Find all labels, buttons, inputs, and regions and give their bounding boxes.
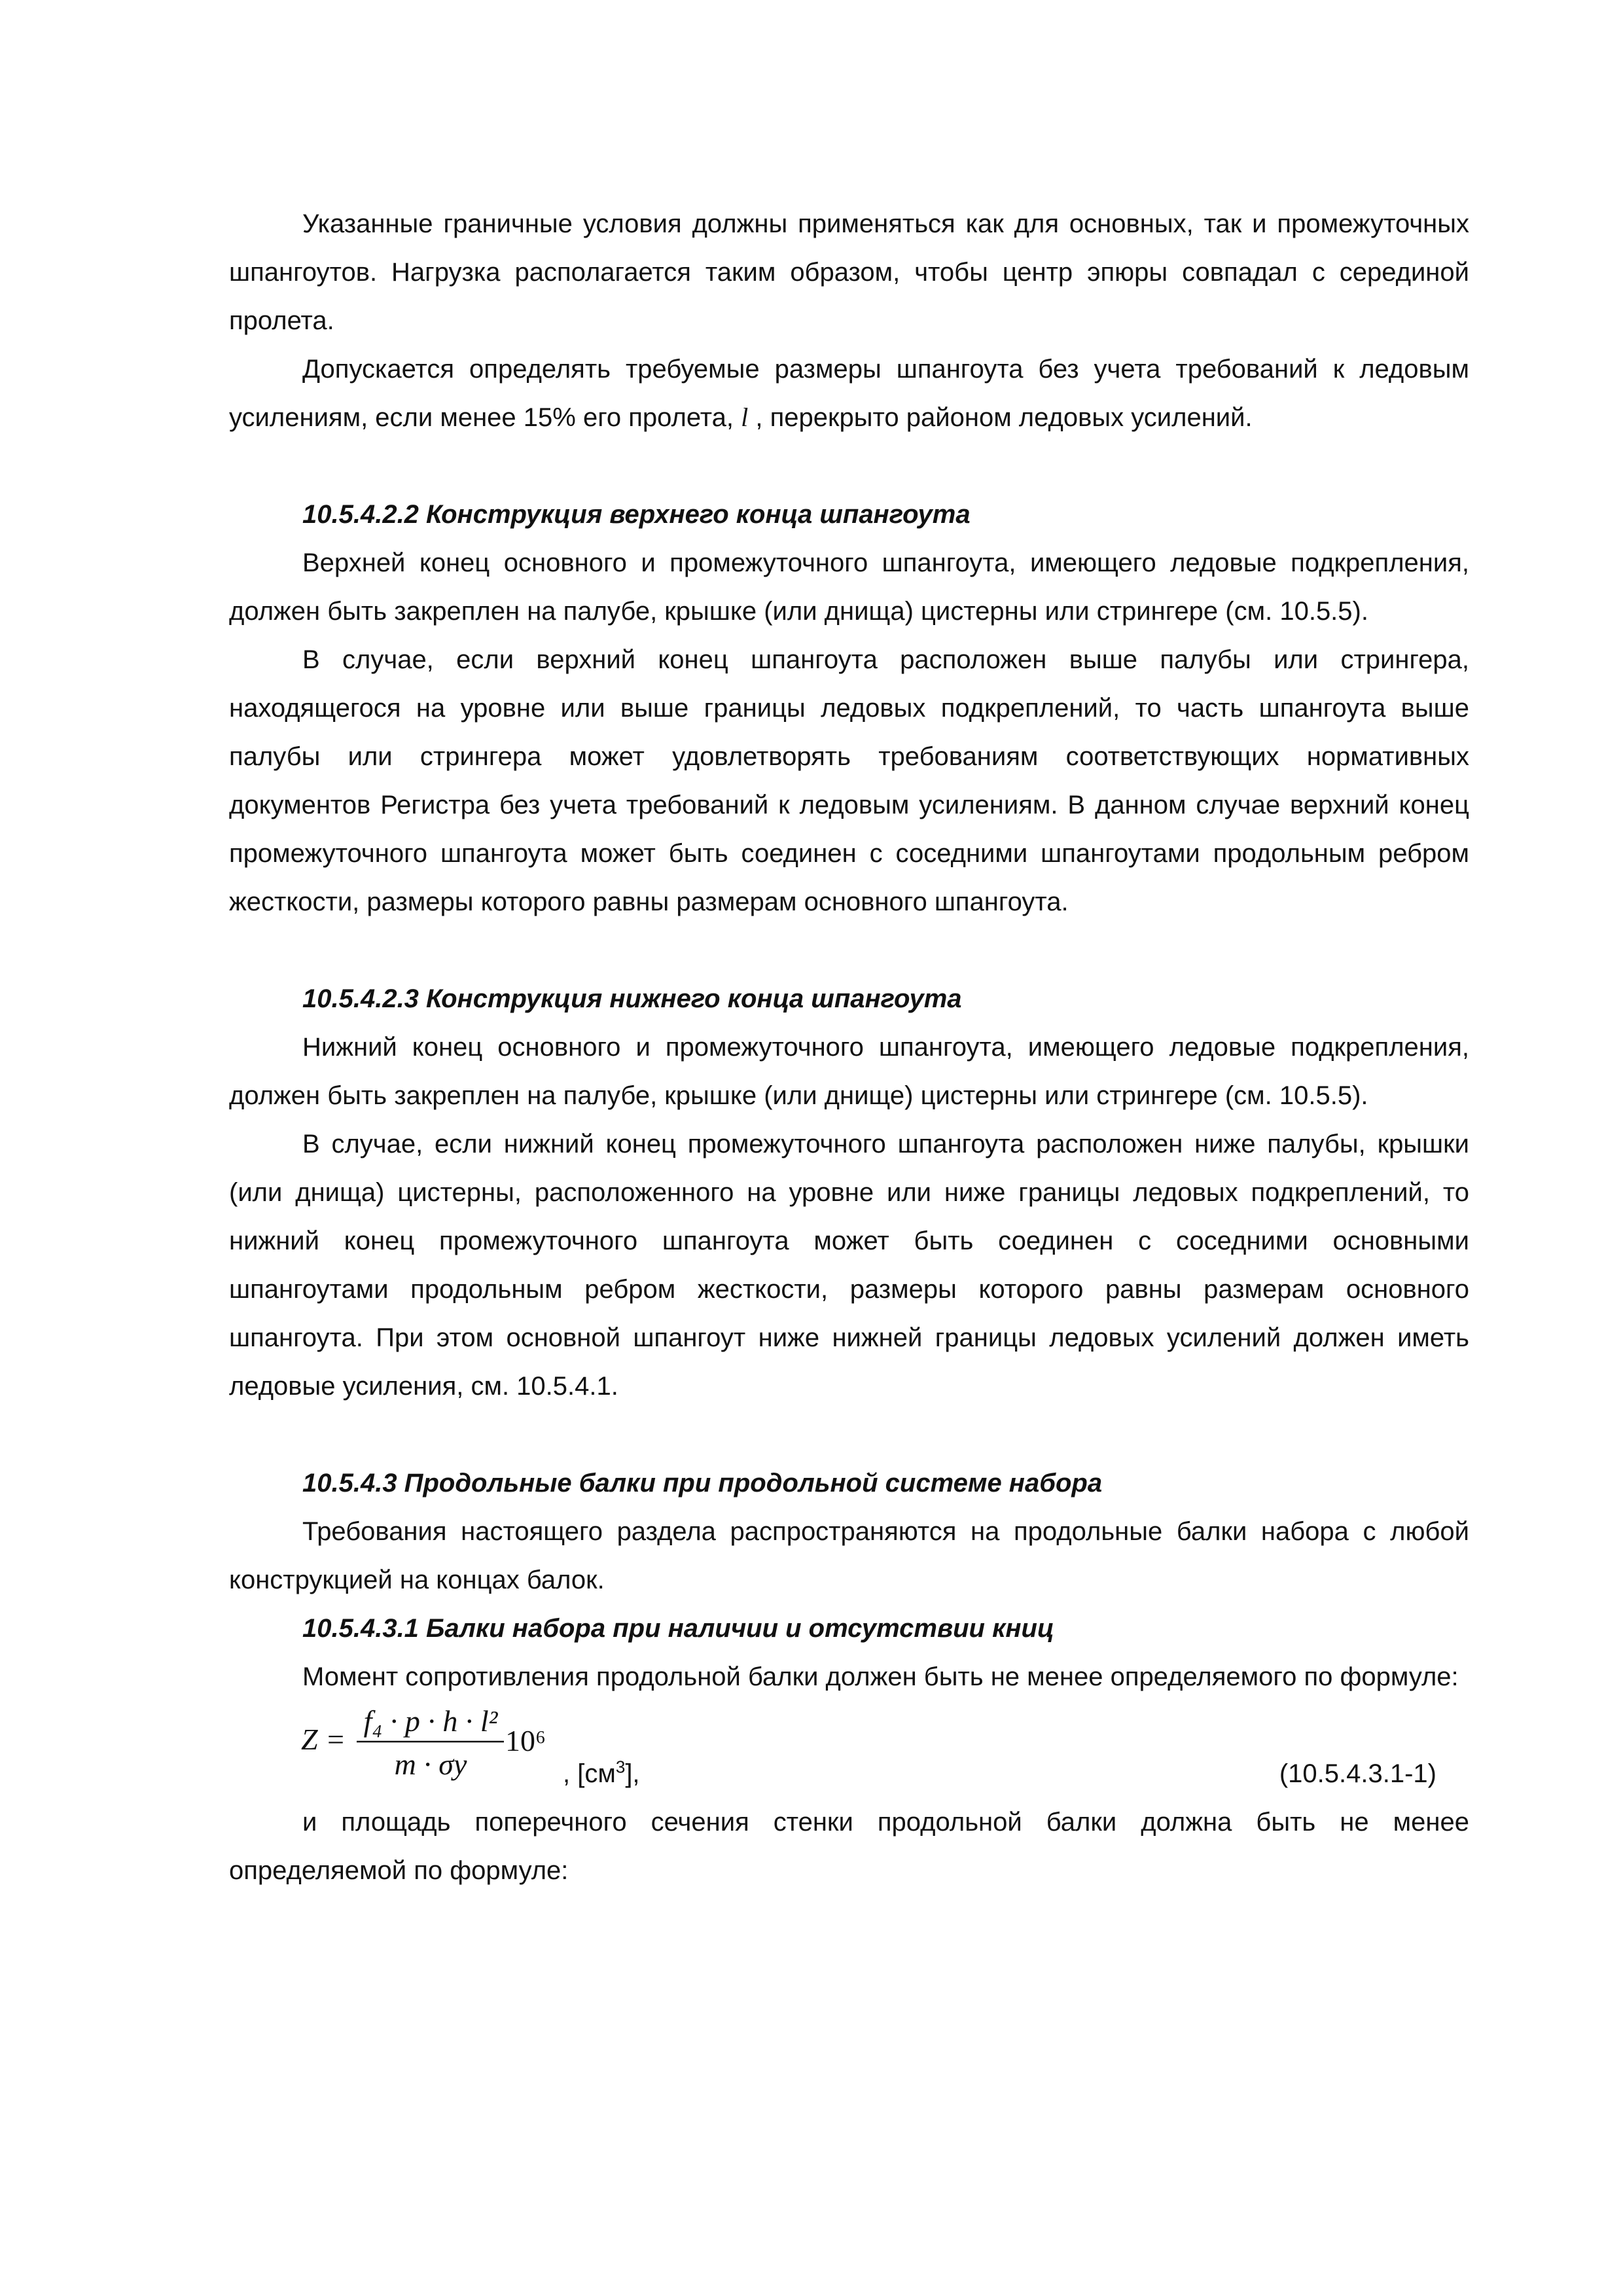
paragraph-boundary-conditions: Указанные граничные условия должны применяться как для основных, так и промежуточных шпангоутов. Нагрузка располагается таким образом, чтобы центр эпюры совпадал с серединой пролета. (229, 209, 1469, 335)
formula-numerator: f₄ · p · h · l² (363, 1704, 498, 1738)
paragraph-upper-frame-fixing: Верхней конец основного и промежуточного шпангоута, имеющего ледовые подкрепления, должен быть закреплен на палубе, крышке (или днища) цистерны или стрингере (см. 10.5.5). (229, 548, 1469, 626)
heading-longitudinals: 10.5.4.3 Продольные балки при продольной системе набора (302, 1469, 1103, 1498)
formula-graphic (301, 1697, 563, 1795)
equation-number: (10.5.4.3.1-1) (1279, 1759, 1436, 1788)
formula-row (229, 1701, 1469, 1798)
section-spacer (229, 926, 1469, 975)
paragraph-span-exemption (229, 345, 1469, 442)
formula-multiplier: 10⁶ (505, 1724, 546, 1757)
formula-lhs: Z = (301, 1723, 346, 1756)
paragraph-span-exemption-text: Допускается определять требуемые размеры шпангоута без учета требований к ледовым усилениям, если менее 15% его пролета, (229, 355, 1469, 432)
paragraph-section-modulus: Момент сопротивления продольной балки должен быть не менее определяемого по формуле: (302, 1662, 1459, 1691)
units-prefix: , [см (563, 1759, 616, 1788)
section-spacer (229, 442, 1469, 490)
paragraph-web-area: и площадь поперечного сечения стенки продольной балки должна быть не менее определяемой по формуле: (229, 1808, 1469, 1885)
paragraph-lower-frame-fixing: Нижний конец основного и промежуточного шпангоута, имеющего ледовые подкрепления, должен быть закреплен на палубе, крышке (или днище) цистерны или стрингере (см. 10.5.5). (229, 1033, 1469, 1110)
paragraph-span-exemption-tail: , перекрыто районом ледовых усилений. (755, 403, 1253, 432)
span-variable-l: l (741, 403, 749, 432)
paragraph-longitudinals-scope: Требования настоящего раздела распространяются на продольные балки набора с любой конструкцией на концах балок. (229, 1517, 1469, 1594)
document-page (229, 200, 1469, 1895)
heading-brackets: 10.5.4.3.1 Балки набора при наличии и отсутствии книц (302, 1614, 1054, 1643)
paragraph-upper-frame-case: В случае, если верхний конец шпангоута расположен выше палубы или стрингера, находящегося на уровне или выше границы ледовых подкреплений, то часть шпангоута выше палубы или стрингера может удовлетворять требованиям соответствующих нормативных документов Регистра без учета требований к ледовым усилениям. В данном случае верхний конец промежуточного шпангоута может быть соединен с соседними шпангоутами продольным ребром жесткости, размеры которого равны размерам основного шпангоута. (229, 645, 1469, 916)
formula-units (563, 1749, 640, 1798)
heading-lower-frame-end: 10.5.4.2.3 Конструкция нижнего конца шпангоута (302, 984, 962, 1013)
section-modulus-formula (301, 1697, 563, 1795)
heading-upper-frame-end: 10.5.4.2.2 Конструкция верхнего конца шпангоута (302, 500, 971, 529)
paragraph-lower-frame-case: В случае, если нижний конец промежуточного шпангоута расположен ниже палубы, крышки (или днища) цистерны, расположенного на уровне или ниже границы ледовых подкреплений, то нижний конец промежуточного шпангоута может быть соединен с соседними основными шпангоутами продольным ребром жесткости, размеры которого равны размерам основного шпангоута. При этом основной шпангоут ниже нижней границы ледовых усилений должен иметь ледовые усиления, см. 10.5.4.1. (229, 1130, 1469, 1401)
formula-denominator: m · σy (394, 1748, 467, 1781)
section-spacer (229, 1410, 1469, 1459)
units-suffix: ], (625, 1759, 640, 1788)
units-exponent: 3 (615, 1757, 626, 1777)
